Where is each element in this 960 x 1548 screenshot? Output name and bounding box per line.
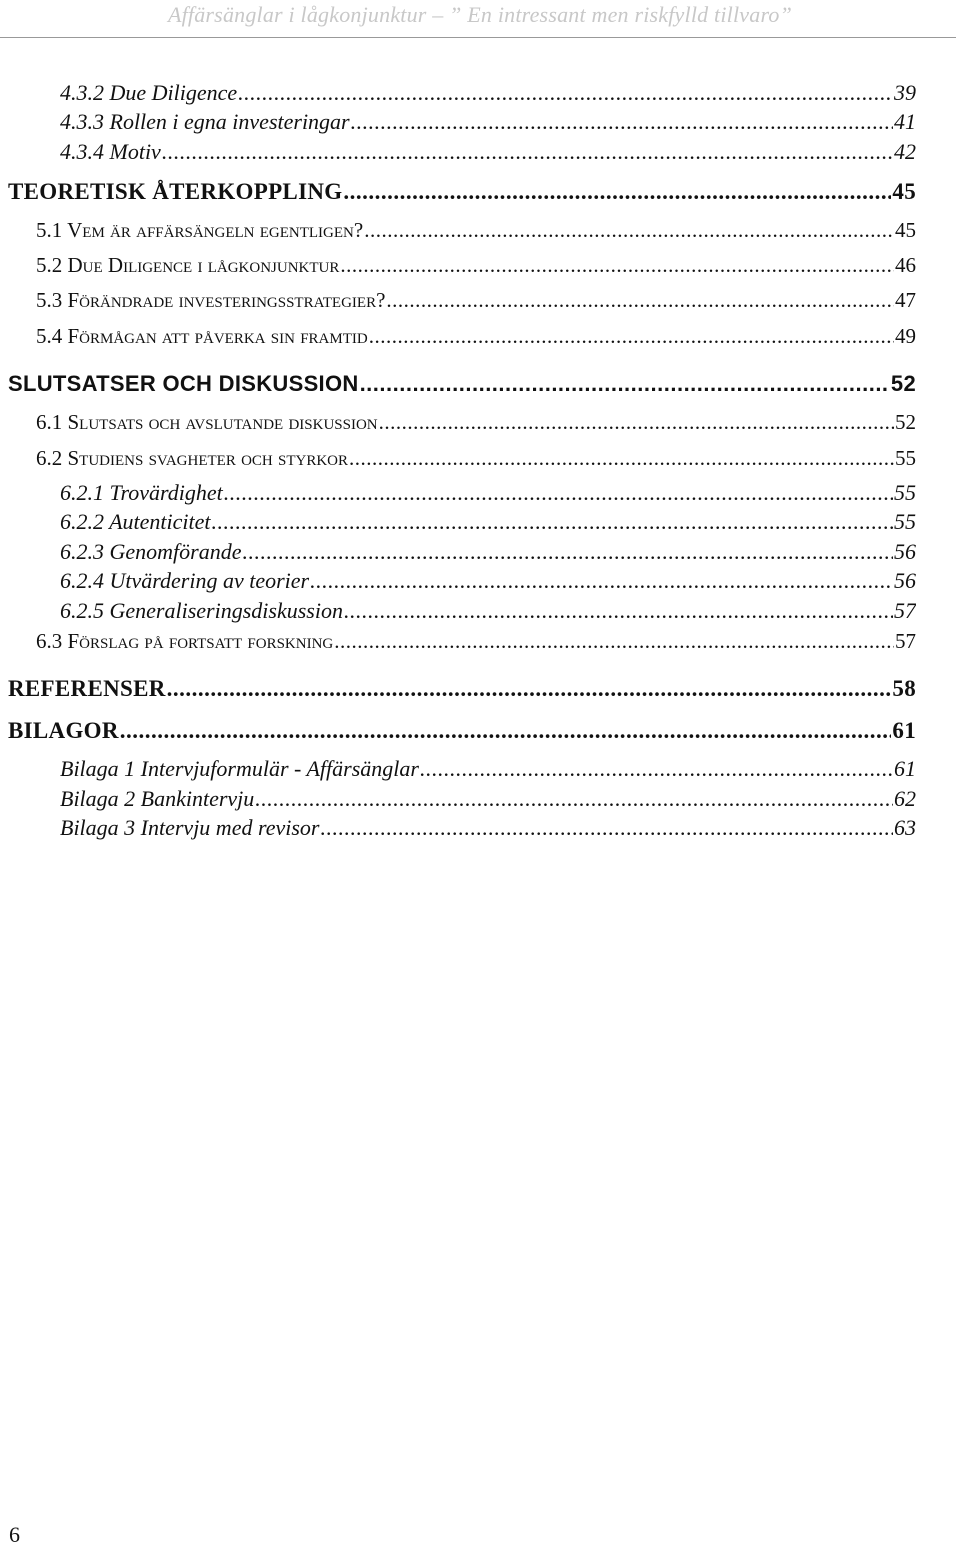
toc-entry-5-4[interactable]: [36, 324, 916, 349]
toc-entry-bilaga-2[interactable]: [60, 786, 916, 812]
toc-entry-page: 52: [895, 410, 916, 434]
toc-leader: [167, 676, 892, 702]
toc-leader: [334, 629, 894, 654]
toc-leader: [344, 598, 893, 624]
toc-leader: [351, 109, 893, 135]
toc-leader: [343, 179, 891, 205]
toc-entry-4-3-4[interactable]: [60, 139, 916, 165]
toc-entry-slutsatser-och-diskussion[interactable]: [8, 371, 916, 397]
toc-entry-5-3[interactable]: [36, 288, 916, 313]
toc-entry-label: Bilaga 3 Intervju med revisor: [60, 815, 320, 840]
toc-entry-label: 6.1 Slutsats och avslutande diskussion: [36, 410, 378, 434]
toc-leader: [379, 410, 894, 435]
toc-entry-6-3[interactable]: [36, 629, 916, 654]
toc-entry-5-2[interactable]: [36, 253, 916, 278]
running-header: [0, 0, 960, 40]
toc-entry-label: Bilaga 1 Intervjuformulär - Affärsänglar: [60, 756, 419, 781]
toc-entry-6-2-5[interactable]: [60, 598, 916, 624]
toc-entry-6-2-4[interactable]: [60, 568, 916, 594]
toc-entry-label: 5.4 Förmågan att påverka sin framtid: [36, 324, 368, 348]
toc-entry-6-2-1[interactable]: [60, 480, 916, 506]
toc-entry-label: TEORETISK ÅTERKOPPLING: [8, 179, 343, 204]
toc-entry-page: 61: [894, 756, 916, 781]
toc-entry-label: 6.2.4 Utvärdering av teorier: [60, 568, 310, 593]
toc-entry-label: 4.3.4 Motiv: [60, 139, 161, 164]
toc-leader: [120, 718, 892, 744]
toc-leader: [420, 756, 893, 782]
toc-entry-label: 6.2.3 Genomförande: [60, 539, 242, 564]
toc-entry-page: 47: [895, 288, 916, 312]
toc-entry-page: 49: [895, 324, 916, 348]
toc-entry-label: Bilaga 2 Bankintervju: [60, 786, 255, 811]
toc-entry-6-2[interactable]: [36, 446, 916, 471]
toc-entry-page: 45: [895, 218, 916, 242]
toc-entry-4-3-3[interactable]: [60, 109, 916, 135]
running-title: Affärsänglar i lågkonjunktur – ” En intressant men riskfylld tillvaro”: [167, 2, 793, 27]
toc-entry-page: 62: [894, 786, 916, 811]
toc-entry-label: 4.3.2 Due Diligence: [60, 80, 238, 105]
toc-entry-bilaga-1[interactable]: [60, 756, 916, 782]
toc-leader: [386, 288, 894, 313]
toc-leader: [310, 568, 893, 594]
toc-entry-label: 6.2.5 Generaliseringsdiskussion: [60, 598, 343, 623]
toc-entry-page: 56: [894, 568, 916, 593]
toc-entry-page: 52: [890, 371, 916, 396]
toc-entry-5-1[interactable]: [36, 218, 916, 243]
toc-entry-page: 46: [895, 253, 916, 277]
toc-leader: [364, 218, 894, 243]
toc-leader: [224, 480, 893, 506]
toc-entry-label: BILAGOR: [8, 718, 119, 743]
toc-entry-4-3-2[interactable]: [60, 80, 916, 106]
toc-entry-bilagor[interactable]: [8, 718, 916, 744]
toc-leader: [212, 509, 893, 535]
toc-entry-label: SLUTSATSER OCH DISKUSSION: [8, 371, 359, 396]
toc-leader: [349, 446, 894, 471]
toc-entry-label: 4.3.3 Rollen i egna investeringar: [60, 109, 350, 134]
toc-entry-6-2-3[interactable]: [60, 539, 916, 565]
toc-entry-label: 5.3 Förändrade investeringsstrategier?: [36, 288, 386, 312]
toc-entry-label: 6.2.2 Autenticitet: [60, 509, 211, 534]
toc-entry-label: REFERENSER: [8, 676, 166, 701]
toc-entry-page: 57: [895, 629, 916, 653]
toc-entry-page: 57: [894, 598, 916, 623]
toc-leader: [369, 324, 894, 349]
toc-entry-page: 42: [894, 139, 916, 164]
toc-entry-teoretisk-aterkoppling[interactable]: [8, 179, 916, 205]
toc-leader: [360, 371, 890, 397]
header-rule: [0, 37, 956, 38]
toc-entry-page: 61: [892, 718, 916, 743]
toc-entry-page: 45: [892, 179, 916, 204]
toc-leader: [242, 539, 893, 565]
toc-entry-label: 6.2 Studiens svagheter och styrkor: [36, 446, 349, 470]
page-number: 6: [9, 1522, 20, 1547]
toc-entry-label: 5.2 Due Diligence i lågkonjunktur: [36, 253, 340, 277]
toc-entry-page: 55: [894, 480, 916, 505]
toc-entry-referenser[interactable]: [8, 676, 916, 702]
toc-entry-page: 55: [894, 509, 916, 534]
toc-entry-label: 6.2.1 Trovärdighet: [60, 480, 223, 505]
toc-entry-page: 41: [894, 109, 916, 134]
toc-entry-label: 6.3 Förslag på fortsatt forskning: [36, 629, 334, 653]
toc-entry-6-2-2[interactable]: [60, 509, 916, 535]
toc-leader: [340, 253, 894, 278]
toc-entry-page: 55: [895, 446, 916, 470]
toc-entry-page: 39: [894, 80, 916, 105]
toc-entry-page: 58: [892, 676, 916, 701]
toc-entry-6-1[interactable]: [36, 410, 916, 435]
toc-leader: [255, 786, 893, 812]
toc-leader: [320, 815, 893, 841]
toc-leader: [162, 139, 893, 165]
toc-entry-page: 63: [894, 815, 916, 840]
toc-entry-bilaga-3[interactable]: [60, 815, 916, 841]
toc-leader: [238, 80, 893, 106]
toc-entry-page: 56: [894, 539, 916, 564]
toc-entry-label: 5.1 Vem är affärsängeln egentligen?: [36, 218, 364, 242]
